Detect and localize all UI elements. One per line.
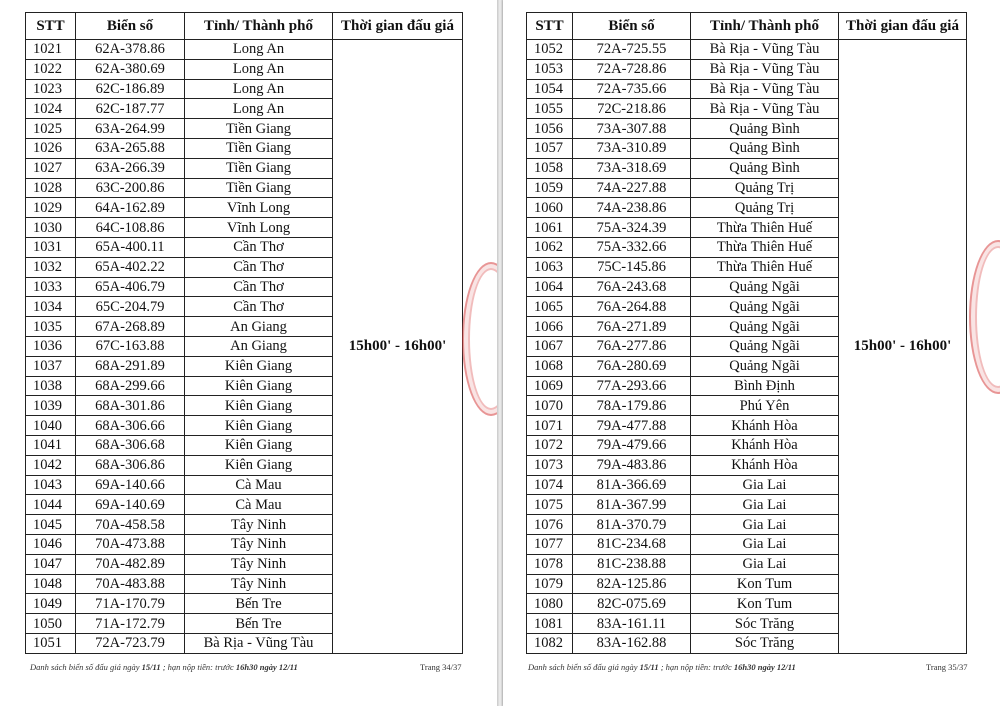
plate-rows-right [527, 40, 967, 654]
row-plate: 68A-306.86 [76, 455, 185, 475]
row-stt: 1051 [26, 633, 76, 653]
row-plate: 76A-264.88 [573, 297, 691, 317]
row-plate: 83A-161.11 [573, 614, 691, 634]
row-plate: 81C-234.68 [573, 534, 691, 554]
row-province: Bình Định [691, 376, 839, 396]
row-stt: 1043 [26, 475, 76, 495]
footer-deadline: 16h30 ngày 12/11 [733, 662, 796, 672]
row-plate: 63A-266.39 [76, 158, 185, 178]
document-page-left [0, 0, 497, 706]
red-seal-stamp [462, 262, 497, 416]
table-header-row [26, 13, 463, 40]
row-province: Tây Ninh [185, 554, 333, 574]
row-province: Quảng Ngãi [691, 336, 839, 356]
row-stt: 1033 [26, 277, 76, 297]
row-province: Bà Rịa - Vũng Tàu [691, 99, 839, 119]
row-plate: 65A-400.11 [76, 237, 185, 257]
row-plate: 78A-179.86 [573, 396, 691, 416]
row-province: Gia Lai [691, 554, 839, 574]
header-plate: Biển số [573, 13, 691, 40]
row-stt: 1076 [527, 515, 573, 535]
row-plate: 72A-723.79 [76, 633, 185, 653]
row-stt: 1044 [26, 495, 76, 515]
row-plate: 79A-477.88 [573, 416, 691, 436]
row-plate: 68A-306.68 [76, 435, 185, 455]
row-stt: 1063 [527, 257, 573, 277]
row-plate: 76A-271.89 [573, 317, 691, 337]
auction-time-slot: 15h00' - 16h00' [333, 40, 463, 654]
row-province: Cần Thơ [185, 297, 333, 317]
row-stt: 1031 [26, 237, 76, 257]
plate-table-right [526, 12, 967, 654]
row-stt: 1074 [527, 475, 573, 495]
row-stt: 1053 [527, 59, 573, 79]
row-stt: 1075 [527, 495, 573, 515]
row-stt: 1067 [527, 336, 573, 356]
row-province: Tiền Giang [185, 178, 333, 198]
row-stt: 1041 [26, 435, 76, 455]
row-plate: 71A-170.79 [76, 594, 185, 614]
row-plate: 69A-140.66 [76, 475, 185, 495]
row-plate: 70A-458.58 [76, 515, 185, 535]
row-plate: 81A-367.99 [573, 495, 691, 515]
row-province: Cần Thơ [185, 257, 333, 277]
row-plate: 76A-277.86 [573, 336, 691, 356]
row-plate: 65A-406.79 [76, 277, 185, 297]
row-province: Phú Yên [691, 396, 839, 416]
row-province: An Giang [185, 317, 333, 337]
row-plate: 76A-280.69 [573, 356, 691, 376]
row-stt: 1057 [527, 138, 573, 158]
row-stt: 1024 [26, 99, 76, 119]
row-stt: 1065 [527, 297, 573, 317]
row-stt: 1064 [527, 277, 573, 297]
row-stt: 1026 [26, 138, 76, 158]
row-plate: 63A-264.99 [76, 119, 185, 139]
footer-note [30, 662, 298, 672]
row-plate: 63A-265.88 [76, 138, 185, 158]
row-plate: 74A-238.86 [573, 198, 691, 218]
row-stt: 1022 [26, 59, 76, 79]
footer-note [528, 662, 796, 672]
row-plate: 63C-200.86 [76, 178, 185, 198]
header-province: Tỉnh/ Thành phố [691, 13, 839, 40]
row-stt: 1077 [527, 534, 573, 554]
row-plate: 71A-172.79 [76, 614, 185, 634]
table-row [527, 40, 967, 60]
row-province: Tiền Giang [185, 138, 333, 158]
row-stt: 1042 [26, 455, 76, 475]
row-plate: 82C-075.69 [573, 594, 691, 614]
header-time: Thời gian đấu giá [839, 13, 967, 40]
row-plate: 68A-306.66 [76, 416, 185, 436]
plate-table-left [25, 12, 463, 654]
row-province: Thừa Thiên Huế [691, 237, 839, 257]
row-plate: 64C-108.86 [76, 218, 185, 238]
row-plate: 65A-402.22 [76, 257, 185, 277]
footer-mid: ; hạn nộp tiền: trước [660, 662, 732, 672]
table-row [26, 40, 463, 60]
footer-deadline: 16h30 ngày 12/11 [235, 662, 298, 672]
row-stt: 1056 [527, 119, 573, 139]
row-stt: 1079 [527, 574, 573, 594]
row-province: An Giang [185, 336, 333, 356]
header-stt: STT [527, 13, 573, 40]
row-plate: 75C-145.86 [573, 257, 691, 277]
row-province: Bà Rịa - Vũng Tàu [691, 40, 839, 60]
row-stt: 1055 [527, 99, 573, 119]
row-province: Kon Tum [691, 574, 839, 594]
auction-time-slot: 15h00' - 16h00' [839, 40, 967, 654]
footer-prefix: Danh sách biển số đấu giá ngày [528, 662, 638, 672]
row-plate: 68A-301.86 [76, 396, 185, 416]
row-plate: 79A-479.66 [573, 435, 691, 455]
row-stt: 1070 [527, 396, 573, 416]
row-plate: 62A-380.69 [76, 59, 185, 79]
row-plate: 68A-299.66 [76, 376, 185, 396]
row-province: Kiên Giang [185, 396, 333, 416]
row-stt: 1028 [26, 178, 76, 198]
row-stt: 1069 [527, 376, 573, 396]
row-stt: 1080 [527, 594, 573, 614]
row-stt: 1060 [527, 198, 573, 218]
row-plate: 75A-332.66 [573, 237, 691, 257]
row-stt: 1049 [26, 594, 76, 614]
row-plate: 81A-370.79 [573, 515, 691, 535]
row-plate: 70A-482.89 [76, 554, 185, 574]
row-stt: 1023 [26, 79, 76, 99]
row-plate: 83A-162.88 [573, 633, 691, 653]
row-plate: 77A-293.66 [573, 376, 691, 396]
row-plate: 72C-218.86 [573, 99, 691, 119]
row-stt: 1029 [26, 198, 76, 218]
row-plate: 67A-268.89 [76, 317, 185, 337]
row-province: Kiên Giang [185, 356, 333, 376]
row-plate: 73A-318.69 [573, 158, 691, 178]
row-province: Kon Tum [691, 594, 839, 614]
footer-date: 15/11 [141, 662, 161, 672]
row-province: Cà Mau [185, 475, 333, 495]
row-province: Bến Tre [185, 614, 333, 634]
row-plate: 81C-238.88 [573, 554, 691, 574]
row-province: Quảng Bình [691, 158, 839, 178]
page-number: Trang 35/37 [926, 662, 968, 672]
row-stt: 1082 [527, 633, 573, 653]
row-stt: 1052 [527, 40, 573, 60]
row-province: Thừa Thiên Huế [691, 257, 839, 277]
row-plate: 62C-187.77 [76, 99, 185, 119]
row-plate: 70A-473.88 [76, 534, 185, 554]
row-plate: 65C-204.79 [76, 297, 185, 317]
row-province: Quảng Ngãi [691, 317, 839, 337]
plate-rows-left [26, 40, 463, 654]
row-stt: 1039 [26, 396, 76, 416]
row-province: Tây Ninh [185, 574, 333, 594]
row-stt: 1047 [26, 554, 76, 574]
row-province: Gia Lai [691, 534, 839, 554]
row-stt: 1059 [527, 178, 573, 198]
row-plate: 70A-483.88 [76, 574, 185, 594]
row-province: Tây Ninh [185, 515, 333, 535]
row-province: Tây Ninh [185, 534, 333, 554]
row-plate: 69A-140.69 [76, 495, 185, 515]
row-province: Bà Rịa - Vũng Tàu [691, 79, 839, 99]
row-stt: 1073 [527, 455, 573, 475]
row-stt: 1034 [26, 297, 76, 317]
row-stt: 1040 [26, 416, 76, 436]
row-province: Cần Thơ [185, 237, 333, 257]
row-plate: 72A-725.55 [573, 40, 691, 60]
row-stt: 1078 [527, 554, 573, 574]
row-stt: 1054 [527, 79, 573, 99]
row-plate: 68A-291.89 [76, 356, 185, 376]
row-province: Long An [185, 59, 333, 79]
row-stt: 1037 [26, 356, 76, 376]
row-province: Quảng Ngãi [691, 277, 839, 297]
row-province: Bà Rịa - Vũng Tàu [691, 59, 839, 79]
row-stt: 1081 [527, 614, 573, 634]
row-stt: 1025 [26, 119, 76, 139]
row-province: Quảng Ngãi [691, 356, 839, 376]
row-province: Khánh Hòa [691, 416, 839, 436]
row-province: Kiên Giang [185, 435, 333, 455]
row-plate: 79A-483.86 [573, 455, 691, 475]
header-stt: STT [26, 13, 76, 40]
row-stt: 1032 [26, 257, 76, 277]
row-stt: 1035 [26, 317, 76, 337]
table-header-row [527, 13, 967, 40]
row-plate: 75A-324.39 [573, 218, 691, 238]
row-province: Cần Thơ [185, 277, 333, 297]
row-stt: 1021 [26, 40, 76, 60]
row-province: Kiên Giang [185, 455, 333, 475]
row-plate: 72A-728.86 [573, 59, 691, 79]
row-stt: 1061 [527, 218, 573, 238]
row-province: Cà Mau [185, 495, 333, 515]
page-number: Trang 34/37 [420, 662, 462, 672]
row-plate: 82A-125.86 [573, 574, 691, 594]
row-plate: 73A-307.88 [573, 119, 691, 139]
row-province: Bà Rịa - Vũng Tàu [185, 633, 333, 653]
row-plate: 74A-227.88 [573, 178, 691, 198]
document-page-right [503, 0, 1000, 706]
row-stt: 1045 [26, 515, 76, 535]
row-province: Vĩnh Long [185, 198, 333, 218]
header-plate: Biển số [76, 13, 185, 40]
header-province: Tỉnh/ Thành phố [185, 13, 333, 40]
row-province: Khánh Hòa [691, 435, 839, 455]
row-stt: 1048 [26, 574, 76, 594]
row-province: Vĩnh Long [185, 218, 333, 238]
row-province: Quảng Trị [691, 198, 839, 218]
row-province: Tiền Giang [185, 119, 333, 139]
footer-mid: ; hạn nộp tiền: trước [162, 662, 234, 672]
row-plate: 76A-243.68 [573, 277, 691, 297]
row-province: Tiền Giang [185, 158, 333, 178]
row-stt: 1046 [26, 534, 76, 554]
footer-date: 15/11 [639, 662, 659, 672]
row-province: Quảng Trị [691, 178, 839, 198]
row-province: Sóc Trăng [691, 614, 839, 634]
row-plate: 72A-735.66 [573, 79, 691, 99]
row-plate: 62C-186.89 [76, 79, 185, 99]
row-plate: 67C-163.88 [76, 336, 185, 356]
row-province: Quảng Ngãi [691, 297, 839, 317]
row-province: Khánh Hòa [691, 455, 839, 475]
row-province: Kiên Giang [185, 416, 333, 436]
row-province: Long An [185, 99, 333, 119]
red-seal-stamp [969, 240, 1000, 394]
row-province: Long An [185, 79, 333, 99]
row-province: Gia Lai [691, 515, 839, 535]
row-plate: 73A-310.89 [573, 138, 691, 158]
row-stt: 1071 [527, 416, 573, 436]
row-stt: 1030 [26, 218, 76, 238]
row-province: Kiên Giang [185, 376, 333, 396]
row-stt: 1050 [26, 614, 76, 634]
row-province: Thừa Thiên Huế [691, 218, 839, 238]
row-stt: 1068 [527, 356, 573, 376]
row-plate: 64A-162.89 [76, 198, 185, 218]
row-province: Sóc Trăng [691, 633, 839, 653]
row-stt: 1058 [527, 158, 573, 178]
row-stt: 1038 [26, 376, 76, 396]
row-province: Bến Tre [185, 594, 333, 614]
row-province: Long An [185, 40, 333, 60]
row-province: Quảng Bình [691, 119, 839, 139]
row-stt: 1072 [527, 435, 573, 455]
row-province: Quảng Bình [691, 138, 839, 158]
row-stt: 1066 [527, 317, 573, 337]
row-plate: 62A-378.86 [76, 40, 185, 60]
row-province: Gia Lai [691, 475, 839, 495]
footer-prefix: Danh sách biển số đấu giá ngày [30, 662, 140, 672]
row-plate: 81A-366.69 [573, 475, 691, 495]
row-stt: 1027 [26, 158, 76, 178]
row-stt: 1062 [527, 237, 573, 257]
header-time: Thời gian đấu giá [333, 13, 463, 40]
row-stt: 1036 [26, 336, 76, 356]
row-province: Gia Lai [691, 495, 839, 515]
